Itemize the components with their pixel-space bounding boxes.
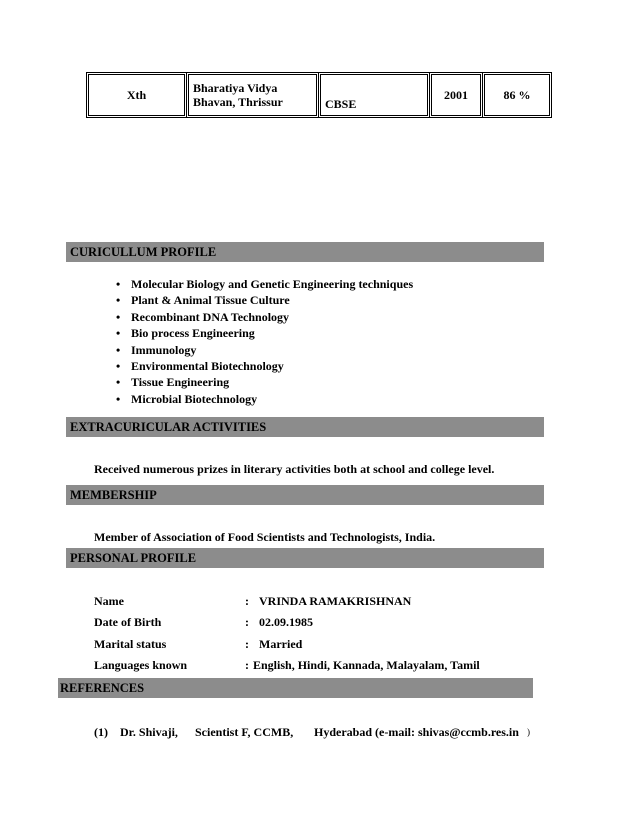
list-item: • Recombinant DNA Technology [116, 309, 290, 324]
table-row [87, 73, 552, 118]
bullet-icon: • [116, 342, 121, 357]
school-line-1: Bharatiya Vidya [193, 81, 278, 95]
education-board-cell: CBSE [319, 73, 430, 118]
personal-value-dob: 02.09.1985 [259, 615, 313, 629]
list-item: • Microbial Biotechnology [116, 391, 258, 406]
list-item: • Bio process Engineering [116, 326, 255, 341]
reference-title: Scientist F, CCMB, [195, 725, 294, 739]
extracurricular-heading: EXTRACURICULAR ACTIVITIES [66, 417, 544, 437]
bullet-icon: • [116, 326, 121, 341]
bullet-icon: • [116, 375, 121, 390]
school-line-2: Bhavan, Thrissur [193, 95, 283, 109]
education-table [86, 72, 552, 118]
personal-label-dob: Date of Birth [94, 615, 162, 629]
reference-name: Dr. Shivaji, [120, 725, 178, 739]
personal-value-marital: Married [259, 637, 303, 651]
personal-separator: : [245, 594, 249, 608]
reference-number: (1) [94, 725, 108, 739]
education-level-cell: Xth [87, 73, 187, 118]
curriculum-list [94, 276, 413, 407]
personal-label-marital: Marital status [94, 637, 167, 651]
personal-value-languages: English, Hindi, Kannada, Malayalam, Tamil [253, 658, 480, 672]
personal-label-name: Name [94, 594, 124, 608]
list-item: • Environmental Biotechnology [116, 358, 284, 373]
list-item: • Plant & Animal Tissue Culture [116, 293, 290, 308]
bullet-icon: • [116, 293, 121, 308]
personal-label-languages: Languages known [94, 658, 188, 672]
list-item: • Molecular Biology and Genetic Engineering techniques [116, 277, 414, 291]
bullet-icon: • [116, 309, 121, 324]
education-score-cell: 86 % [483, 73, 552, 118]
extracurricular-text: Received numerous prizes in literary activities both at school and college level. [94, 462, 495, 476]
bullet-icon: • [116, 391, 121, 406]
personal-separator: : [245, 637, 249, 651]
membership-heading: MEMBERSHIP [66, 485, 544, 505]
list-item: • Tissue Engineering [116, 375, 230, 390]
curriculum-heading: CURICULLUM PROFILE [66, 242, 544, 262]
education-school-cell [187, 73, 319, 118]
bullet-icon: • [116, 358, 121, 373]
personal-heading: PERSONAL PROFILE [66, 548, 544, 568]
personal-separator: : [245, 658, 249, 672]
membership-text: Member of Association of Food Scientists and Technologists, India. [94, 530, 436, 544]
education-year-cell: 2001 [430, 73, 483, 118]
bullet-icon: • [116, 277, 121, 291]
reference-place-email: Hyderabad (e-mail: shivas@ccmb.res.in [314, 725, 519, 739]
personal-value-name: VRINDA RAMAKRISHNAN [259, 594, 412, 608]
list-item: • Immunology [116, 342, 197, 357]
references-heading: REFERENCES [58, 678, 533, 698]
reference-close-paren: ) [527, 727, 530, 737]
personal-separator: : [245, 615, 249, 629]
